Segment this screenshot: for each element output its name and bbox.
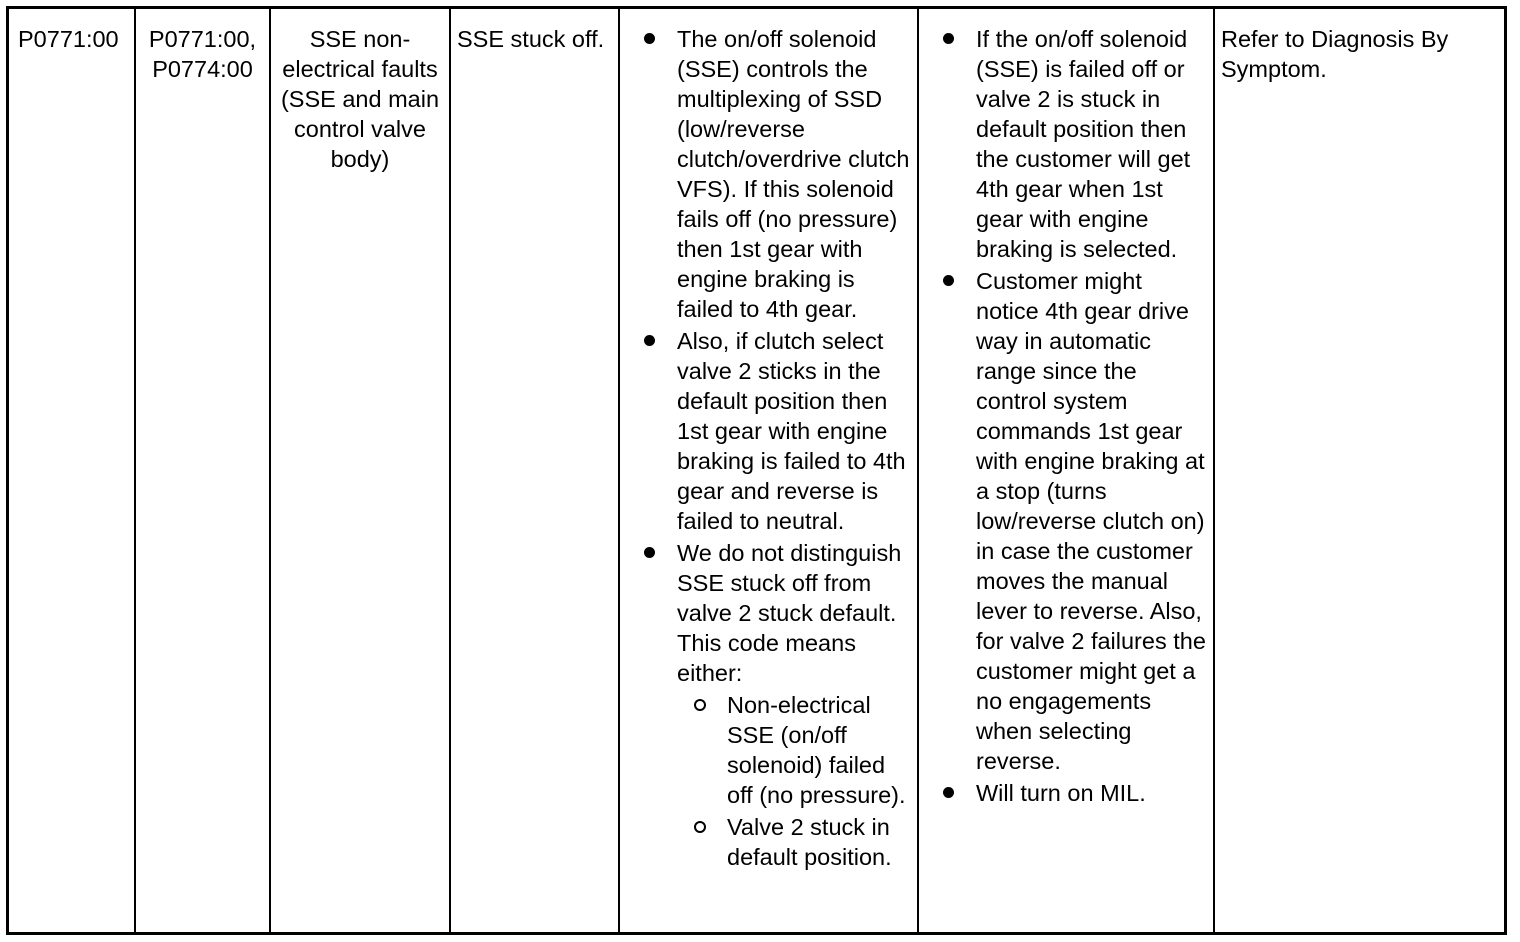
explanation-sub-list xyxy=(677,690,913,872)
failure-mode-cell xyxy=(450,9,619,932)
fault-description: SSE non-electrical faults (SSE and main control valve body) xyxy=(280,26,440,172)
action-text: Refer to Diagnosis By Symptom. xyxy=(1221,26,1449,82)
list-item xyxy=(644,24,913,324)
symptom-bullet-1: If the on/off solenoid (SSE) is failed off or valve 2 is stuck in default position then the customer will get 4th gear when 1st gear with engine braking is selected. xyxy=(976,26,1191,262)
description-cell xyxy=(270,9,450,932)
symptoms-list xyxy=(943,24,1209,808)
dtc-table xyxy=(9,9,1504,932)
list-item xyxy=(694,812,913,872)
dtc-table-frame xyxy=(6,6,1507,935)
list-item xyxy=(943,24,1209,264)
explanation-bullet-3: We do not distinguish SSE stuck off from valve 2 stuck default. This code means either: xyxy=(677,540,902,686)
explanation-list xyxy=(644,24,913,872)
explanation-sub-bullet-2: Valve 2 stuck in default position. xyxy=(727,814,892,870)
dtc-code: P0771:00 xyxy=(18,26,119,52)
list-item xyxy=(644,326,913,536)
table-row xyxy=(9,9,1504,932)
list-item xyxy=(694,690,913,810)
related-dtc-codes: P0771:00, P0774:00 xyxy=(148,26,257,82)
dtc-cell xyxy=(9,9,135,932)
action-cell xyxy=(1214,9,1504,932)
failure-mode-text: SSE stuck off. xyxy=(457,26,605,52)
related-dtcs-cell xyxy=(135,9,270,932)
symptom-bullet-2: Customer might notice 4th gear drive way in automatic range since the control system commands 1st gear with engine braking at a stop (turns low/reverse clutch on) in case the customer moves the manual lever to reverse. Also, for valve 2 failures the customer might get a no engagements when selecting reverse. xyxy=(976,268,1206,774)
symptom-bullet-3: Will turn on MIL. xyxy=(976,780,1146,806)
explanation-sub-bullet-1: Non-electrical SSE (on/off solenoid) failed off (no pressure). xyxy=(727,692,906,808)
explanation-cell xyxy=(619,9,918,932)
list-item xyxy=(644,538,913,872)
list-item xyxy=(943,778,1209,808)
list-item xyxy=(943,266,1209,776)
explanation-bullet-2: Also, if clutch select valve 2 sticks in the default position then 1st gear with engine braking is failed to 4th gear and reverse is failed to neutral. xyxy=(677,328,906,534)
explanation-bullet-1: The on/off solenoid (SSE) controls the multiplexing of SSD (low/reverse clutch/overdrive clutch VFS). If this solenoid fails off (no pressure) then 1st gear with engine braking is failed to 4th gear. xyxy=(677,26,910,322)
symptoms-cell xyxy=(918,9,1214,932)
